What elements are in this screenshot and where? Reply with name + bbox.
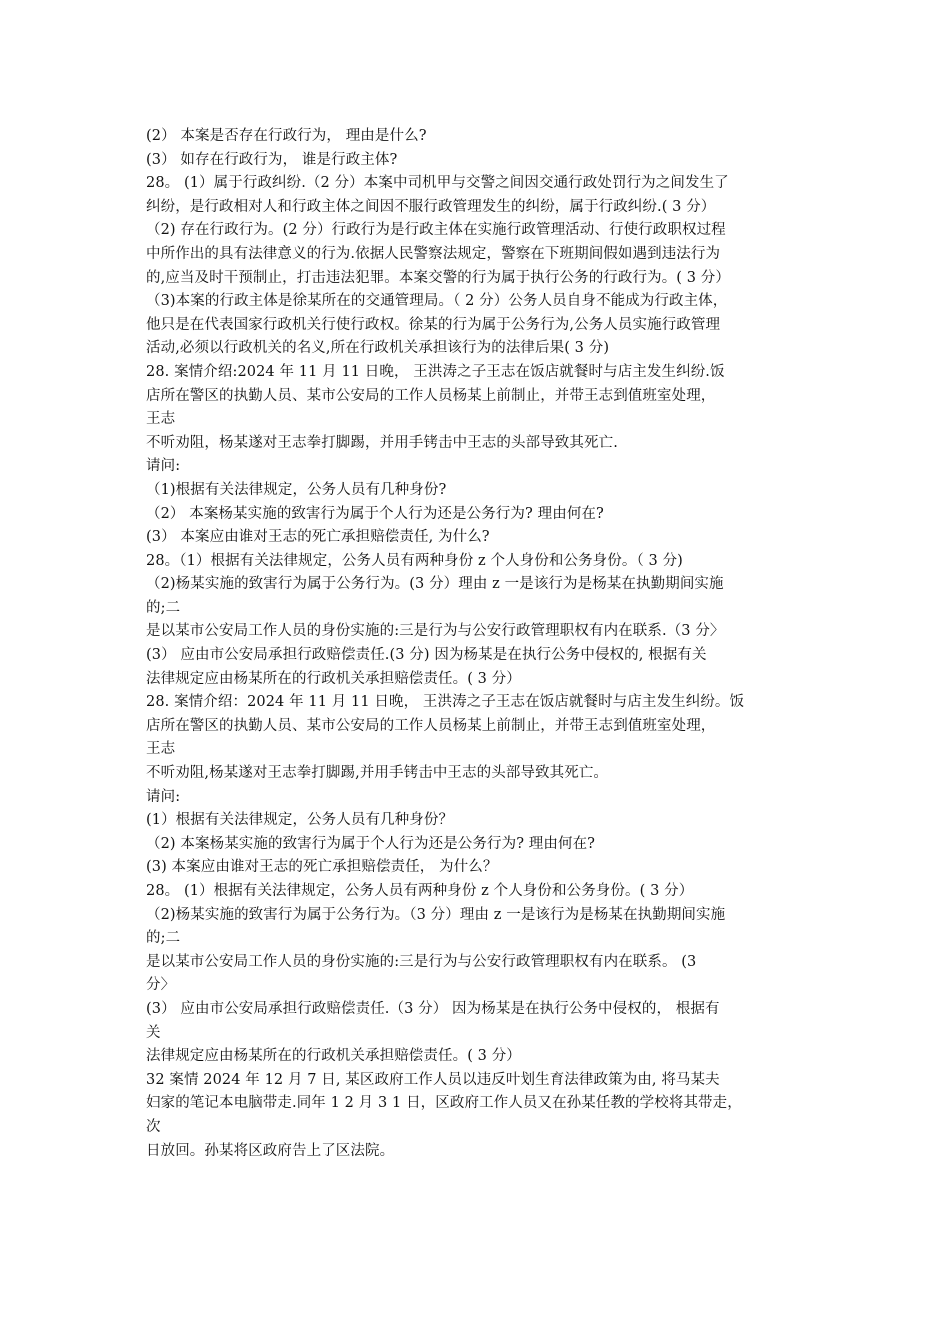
text-line: 是以某市公安局工作人员的身份实施的:三是行为与公安行政管理职权有内在联系。 (3	[146, 953, 697, 970]
text-line: 店所在警区的执勤人员、某市公安局的工作人员杨某上前制止，并带王志到值班室处理，	[146, 387, 716, 404]
text-line: 次	[146, 1118, 161, 1135]
text-line: 中所作出的具有法律意义的行为.依据人民警察法规定，警察在下班期间假如遇到违法行为	[146, 245, 721, 262]
text-line: 不听劝阻，杨某遂对王志拳打脚踢，并用手铐击中王志的头部导致其死亡.	[146, 434, 618, 451]
text-line: 纠纷，是行政相对人和行政主体之间因不服行政管理发生的纠纷，属于行政纠纷.( 3 分）	[146, 198, 716, 215]
text-line: (3） 如存在行政行为， 谁是行政主体?	[146, 151, 398, 168]
text-line: (3） 应由市公安局承担行政赔偿责任.(3 分) 因为杨某是在执行公务中侵权的, 根据有关	[146, 647, 707, 664]
text-line: 的;二	[146, 599, 181, 616]
text-line: (2） 本案是否存在行政行为， 理由是什么?	[146, 128, 427, 144]
text-line: （2) 存在行政行为。(2 分）行政行为是行政主体在实施行政管理活动、行使行政职权过程	[146, 222, 726, 239]
text-line: 分〉	[146, 977, 176, 994]
text-line: 关	[146, 1024, 161, 1041]
text-line: 32 案情 2024 年 12 月 7 日, 某区政府工作人员以违反叶划生育法律政策为由, 将马某夫	[146, 1071, 720, 1088]
text-line: 是以某市公安局工作人员的身份实施的:三是行为与公安行政管理职权有内在联系.（3 分〉	[146, 623, 725, 640]
text-line: （2)杨某实施的致害行为属于公务行为。(3 分）理由 z 一是该行为是杨某在执勤期间实施	[146, 576, 724, 593]
text-line: 王志	[146, 411, 176, 428]
text-line: 店所在警区的执勤人员、某市公安局的工作人员杨某上前制止，并带王志到值班室处理，	[146, 717, 716, 734]
text-line: 他只是在代表国家行政机关行使行政权。徐某的行为属于公务行为,公务人员实施行政管理	[146, 316, 721, 333]
text-line: 请问:	[146, 788, 181, 805]
document-page	[146, 125, 816, 1163]
text-line: 法律规定应由杨某所在的行政机关承担赔偿责任。( 3 分）	[146, 670, 521, 687]
text-line: 28. 案情介绍：2024 年 11 月 11 日晚， 王洪涛之子王志在饭店就餐时与店主发生纠纷。饭	[146, 694, 745, 711]
text-line: （2) 本案杨某实施的致害行为属于个人行为还是公务行为? 理由何在?	[146, 835, 596, 852]
text-line: （2） 本案杨某实施的致害行为属于个人行为还是公务行为? 理由何在?	[146, 505, 604, 522]
text-line: 28. 案情介绍:2024 年 11 月 11 日晚， 王洪涛之子王志在饭店就餐时与店主发生纠纷.饭	[146, 363, 725, 380]
text-line: (3） 本案应由谁对王志的死亡承担赔偿责任, 为什么?	[146, 529, 490, 546]
text-line: 王志	[146, 741, 176, 758]
text-line: (3) 本案应由谁对王志的死亡承担赔偿责任， 为什么？	[146, 859, 498, 876]
text-line: 活动,必须以行政机关的名义,所在行政机关承担该行为的法律后果( 3 分)	[146, 340, 610, 357]
text-line: 28。 (1）根据有关法律规定，公务人员有两种身份 z 个人身份和公务身份。( 3 分）	[146, 883, 694, 899]
text-line: 日放回。孙某将区政府告上了区法院。	[146, 1142, 395, 1159]
text-line: （2)杨某实施的致害行为属于公务行为。（3 分）理由 z 一是该行为是杨某在执勤期间实施	[146, 906, 726, 923]
text-line: 的,应当及时干预制止，打击违法犯罪。本案交警的行为属于执行公务的行政行为。( 3 分）	[146, 269, 731, 286]
text-line: 法律规定应由杨某所在的行政机关承担赔偿责任。( 3 分）	[146, 1048, 521, 1065]
text-line: 不听劝阻,杨某遂对王志拳打脚踢,并用手铐击中王志的头部导致其死亡。	[146, 765, 609, 782]
text-line: 28。（1）根据有关法律规定，公务人员有两种身份 z 个人身份和公务身份。（ 3 分)	[146, 552, 683, 569]
text-line: （1)根据有关法律规定，公务人员有几种身份?	[146, 481, 447, 498]
text-line: 妇家的笔记本电脑带走.同年 1 2 月 3 1 日，区政府工作人员又在孙某任教的学校将其带走，	[146, 1095, 742, 1112]
text-line: 28。 (1）属于行政纠纷.（2 分）本案中司机甲与交警之间因交通行政处罚行为之间发生了	[146, 175, 729, 192]
text-line: (3） 应由市公安局承担行政赔偿责任.（3 分） 因为杨某是在执行公务中侵权的， 根据有	[146, 1000, 720, 1017]
text-line: （3)本案的行政主体是徐某所在的交通管理局。（ 2 分）公务人员自身不能成为行政主体，	[146, 293, 728, 310]
text-line: (1）根据有关法律规定，公务人员有几种身份？	[146, 812, 454, 829]
text-line: 的;二	[146, 930, 181, 947]
text-line: 请问:	[146, 458, 181, 475]
